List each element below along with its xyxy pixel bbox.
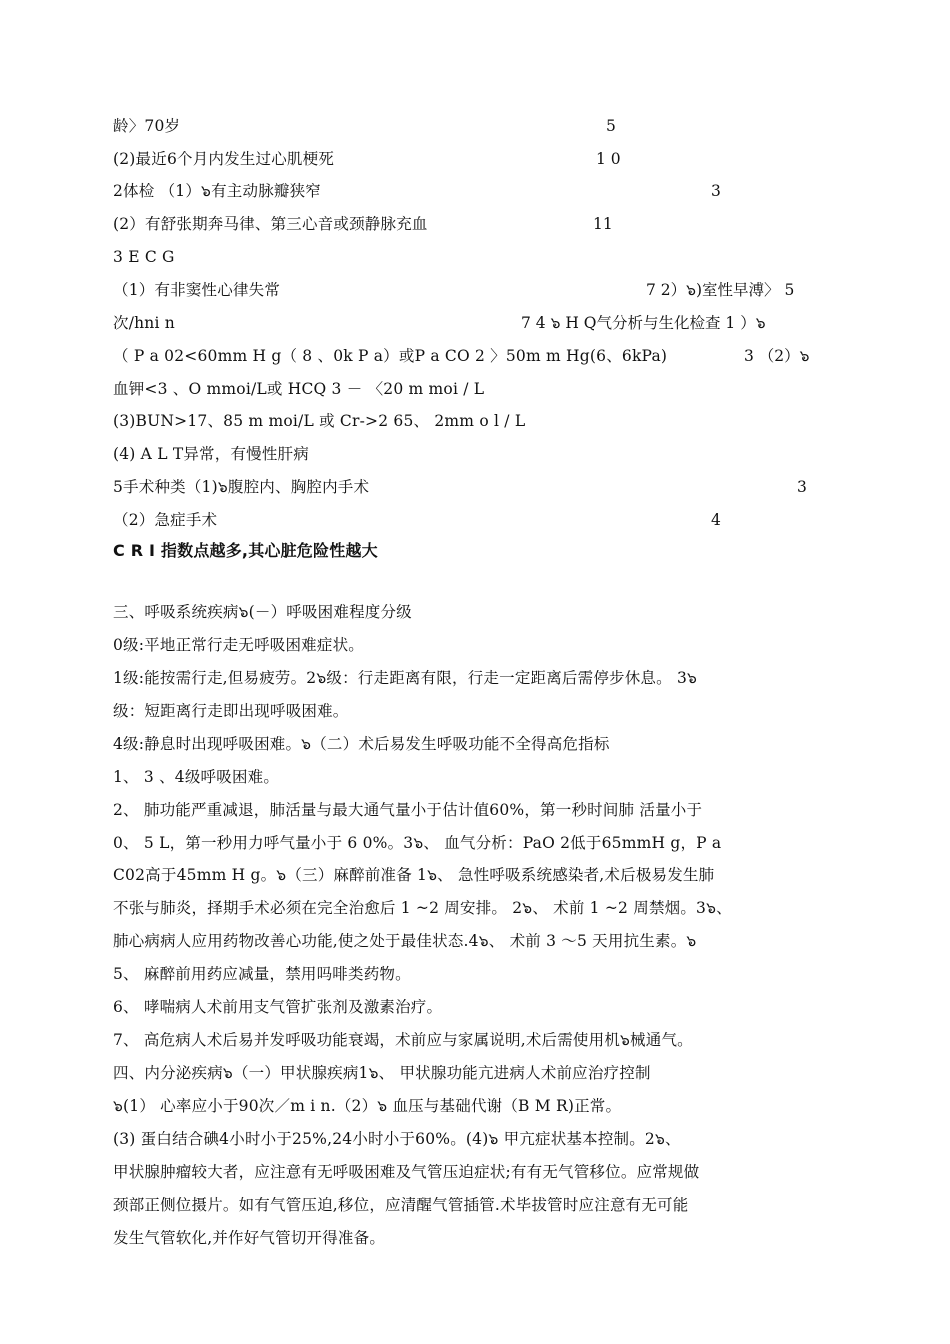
body-line: 4级:静息时出现呼吸困难。๖（二）术后易发生呼吸功能不全得高危指标 xyxy=(113,735,610,753)
cri-row: (2）有舒张期奔马律、第三心音或颈静脉充血 xyxy=(113,215,428,233)
body-line: 1级:能按需行走,但易疲劳。2๖级：行走距离有限，行走一定距离后需停步休息。 3๖ xyxy=(113,669,698,687)
body-line: 级：短距离行走即出现呼吸困难。 xyxy=(113,702,349,720)
cri-score: 4 xyxy=(711,511,721,529)
cri-row: 龄〉70岁 xyxy=(113,117,181,135)
cri-score: 5 xyxy=(606,117,616,135)
body-line: 6、 哮喘病人术前用支气管扩张剂及激素治疗。 xyxy=(113,998,443,1016)
cri-score: 7 4 ๖ H Q气分析与生化检查 1 ）๖ xyxy=(521,314,766,332)
body-line: 甲状腺肿瘤较大者，应注意有无呼吸困难及气管压迫症状;有有无气管移位。应常规做 xyxy=(113,1163,700,1181)
body-line: 0级:平地正常行走无呼吸困难症状。 xyxy=(113,636,364,654)
body-line: ๖(1） 心率应小于90次／m i n.（2）๖ 血压与基础代谢（B M R)正常。 xyxy=(113,1097,622,1115)
body-line: 三、呼吸系统疾病๖(－）呼吸困难程度分级 xyxy=(113,603,412,621)
cri-row: (3)BUN>17、85 m moi/L 或 Cr->2 65、 2mm o l / L xyxy=(113,412,526,430)
cri-row: 5手术种类（1)๖腹腔内、胸腔内手术 xyxy=(113,478,370,496)
body-line: 四、内分泌疾病๖（一）甲状腺疾病1๖、 甲状腺功能亢进病人术前应治疗控制 xyxy=(113,1064,651,1082)
cri-score: 3 xyxy=(711,182,721,200)
body-line: 发生气管软化,并作好气管切开得准备。 xyxy=(113,1229,386,1247)
body-line: 0、 5 L，第一秒用力呼气量小于 6 0%。3๖、 血气分析：PaO 2低于65mmH g，P a xyxy=(113,834,722,852)
cri-row: （1）有非窦性心律失常 xyxy=(113,281,281,299)
cri-row: 3 E C G xyxy=(113,248,175,266)
cri-row: （ P a 02<60mm H g（ 8 、0k P a）或P a CO 2 〉50m m Hg(6、6kPa) xyxy=(113,347,668,365)
cri-row: 次/hni n xyxy=(113,314,175,332)
body-line: (3) 蛋白结合碘4小时小于25%,24小时小于60%。(4)๖ 甲亢症状基本控制。2๖、 xyxy=(113,1130,681,1148)
cri-score: 11 xyxy=(593,215,613,233)
cri-score: 3 xyxy=(797,478,807,496)
body-line: 1、 3 、4级呼吸困难。 xyxy=(113,768,280,786)
body-line: C02高于45mm H g。๖（三）麻醉前准备 1๖、 急性呼吸系统感染者,术后极易发生肺 xyxy=(113,866,715,884)
cri-row: 2体检 （1）๖有主动脉瓣狭窄 xyxy=(113,182,321,200)
body-line: 5、 麻醉前用药应减量，禁用吗啡类药物。 xyxy=(113,965,411,983)
body-line: 颈部正侧位摄片。如有气管压迫,移位，应清醒气管插管.术毕拔管时应注意有无可能 xyxy=(113,1196,689,1214)
cri-row: 血钾<3 、O mmoi/L或 HCQ 3 － 〈20 m moi / L xyxy=(113,380,485,398)
body-line: 7、 高危病人术后易并发呼吸功能衰竭，术前应与家属说明,术后需使用机๖械通气。 xyxy=(113,1031,693,1049)
body-line: 肺心病病人应用药物改善心功能,使之处于最佳状态.4๖、 术前 3 ～5 天用抗生素。๖ xyxy=(113,932,697,950)
cri-row: (2)最近6个月内发生过心肌梗死 xyxy=(113,150,335,168)
body-line: 2、 肺功能严重减退，肺活量与最大通气量小于估计值60%，第一秒时间肺 活量小于 xyxy=(113,801,703,819)
cri-score: 7 2）๖)室性早溥〉 5 xyxy=(646,281,795,299)
cri-score: 1 0 xyxy=(596,150,621,168)
cri-row: （2）急症手术 xyxy=(113,511,218,529)
body-line: 不张与肺炎，择期手术必须在完全治愈后 1 ~2 周安排。 2๖、 术前 1 ~2 周禁烟。3๖、 xyxy=(113,899,732,917)
cri-conclusion: C R I 指数点越多,其心脏危险性越大 xyxy=(113,541,378,560)
cri-score: 3 （2）๖ xyxy=(744,347,810,365)
cri-row: (4) A L T异常，有慢性肝病 xyxy=(113,445,309,463)
